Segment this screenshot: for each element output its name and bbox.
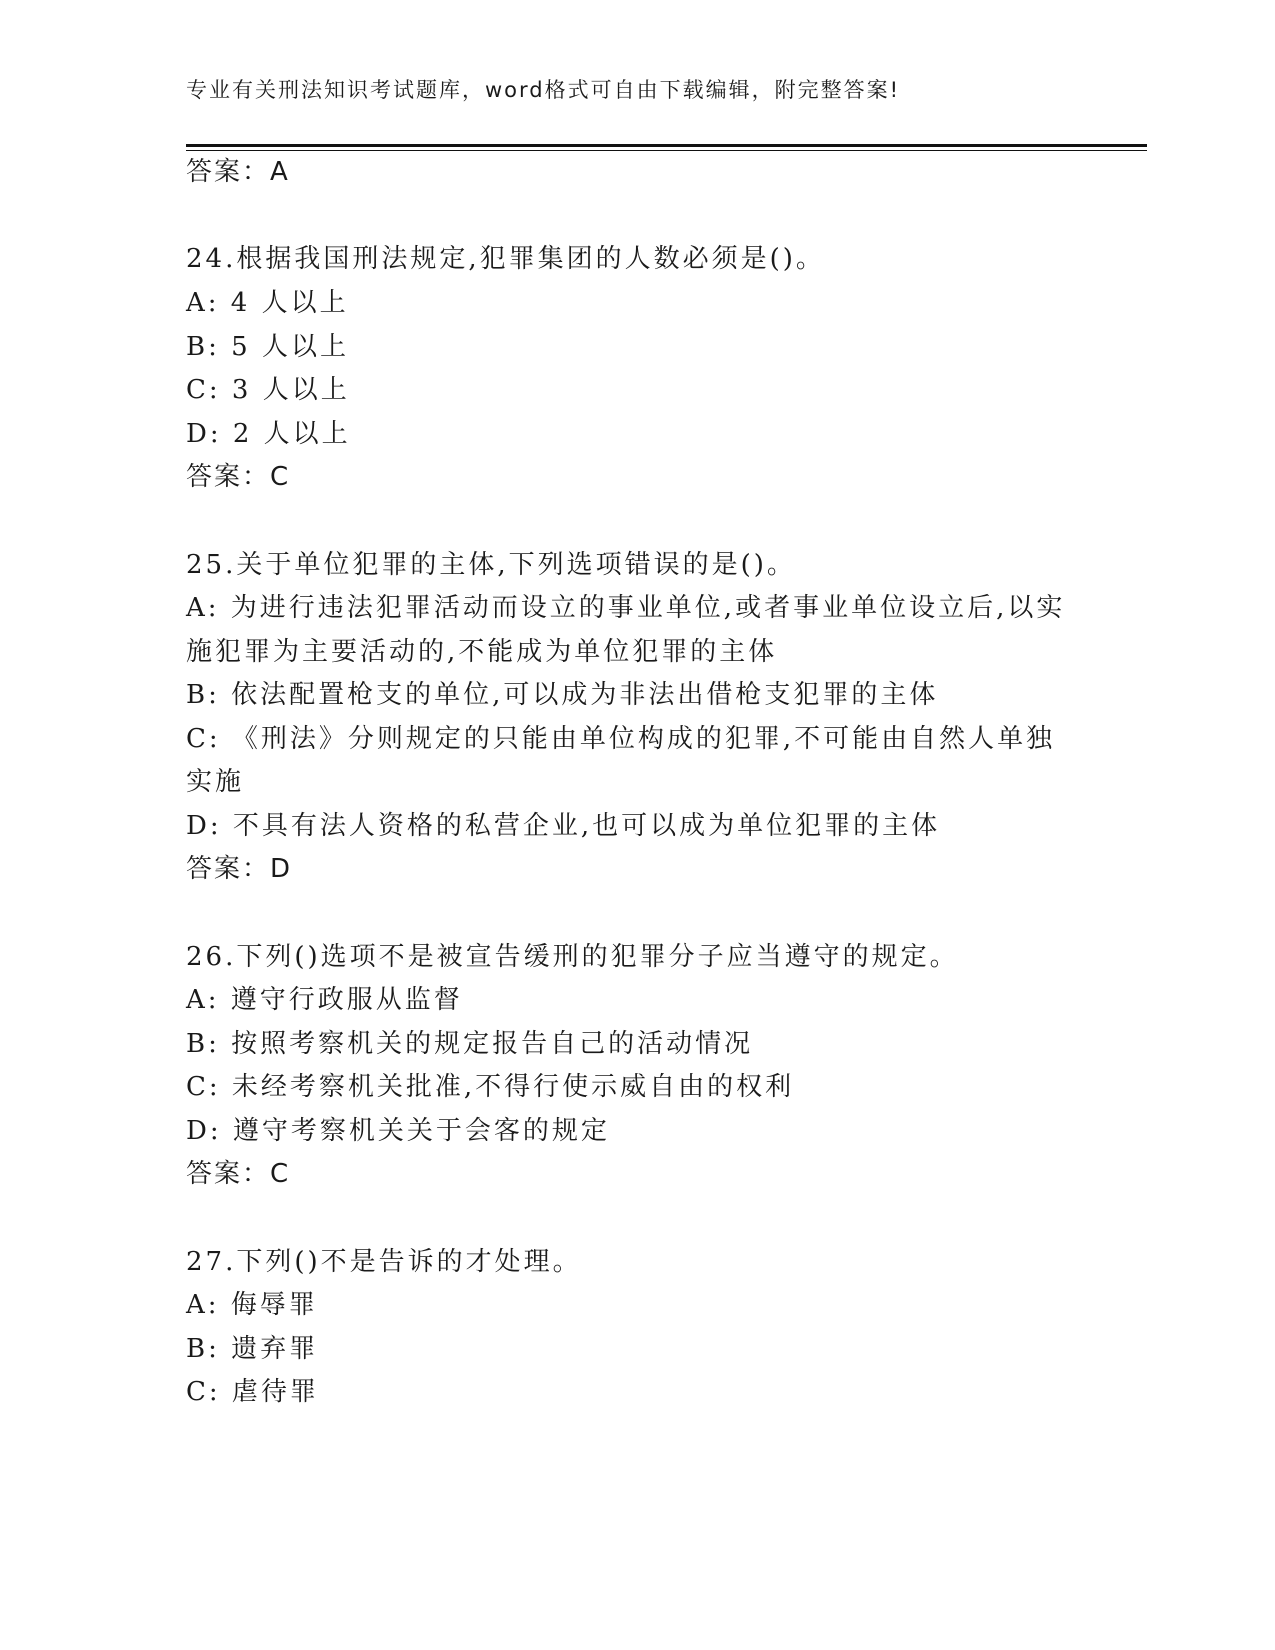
question-25-answer: 答案：D	[186, 854, 293, 884]
previous-answer: 答案：A	[186, 157, 290, 187]
question-24-option-d: D: 2 人以上	[186, 419, 351, 449]
question-26-option-a: A: 遵守行政服从监督	[186, 985, 463, 1015]
question-25-option-c-cont: 实施	[186, 767, 245, 797]
question-24-option-a: A: 4 人以上	[186, 288, 349, 318]
question-24-stem: 24.根据我国刑法规定,犯罪集团的人数必须是()。	[186, 244, 825, 274]
question-27-option-b: B: 遗弃罪	[186, 1334, 319, 1364]
question-26-option-c: C: 未经考察机关批准,不得行使示威自由的权利	[186, 1072, 795, 1102]
question-26-option-d: D: 遵守考察机关关于会客的规定	[186, 1116, 610, 1146]
question-25-option-b: B: 依法配置枪支的单位,可以成为非法出借枪支犯罪的主体	[186, 680, 939, 710]
question-24-answer: 答案：C	[186, 462, 291, 492]
question-25-option-c: C: 《刑法》分则规定的只能由单位构成的犯罪,不可能由自然人单独	[186, 724, 1056, 754]
question-25-stem: 25.关于单位犯罪的主体,下列选项错误的是()。	[186, 550, 796, 580]
question-24-option-b: B: 5 人以上	[186, 332, 349, 362]
question-26-answer: 答案：C	[186, 1159, 291, 1189]
question-26-option-b: B: 按照考察机关的规定报告自己的活动情况	[186, 1029, 754, 1059]
question-25-option-a-cont: 施犯罪为主要活动的,不能成为单位犯罪的主体	[186, 637, 778, 667]
question-27-stem: 27.下列()不是告诉的才处理。	[186, 1247, 582, 1277]
question-24-option-c: C: 3 人以上	[186, 375, 350, 405]
question-27-option-a: A: 侮辱罪	[186, 1290, 318, 1320]
header-rule-thick	[186, 144, 1147, 147]
page-header: 专业有关刑法知识考试题库，word格式可自由下载编辑，附完整答案!	[186, 78, 901, 102]
question-26-stem: 26.下列()选项不是被宣告缓刑的犯罪分子应当遵守的规定。	[186, 942, 959, 972]
question-27-option-c: C: 虐待罪	[186, 1377, 319, 1407]
question-25-option-a: A: 为进行违法犯罪活动而设立的事业单位,或者事业单位设立后,以实	[186, 593, 1066, 623]
header-rule-thin	[186, 150, 1147, 151]
question-25-option-d: D: 不具有法人资格的私营企业,也可以成为单位犯罪的主体	[186, 811, 941, 841]
